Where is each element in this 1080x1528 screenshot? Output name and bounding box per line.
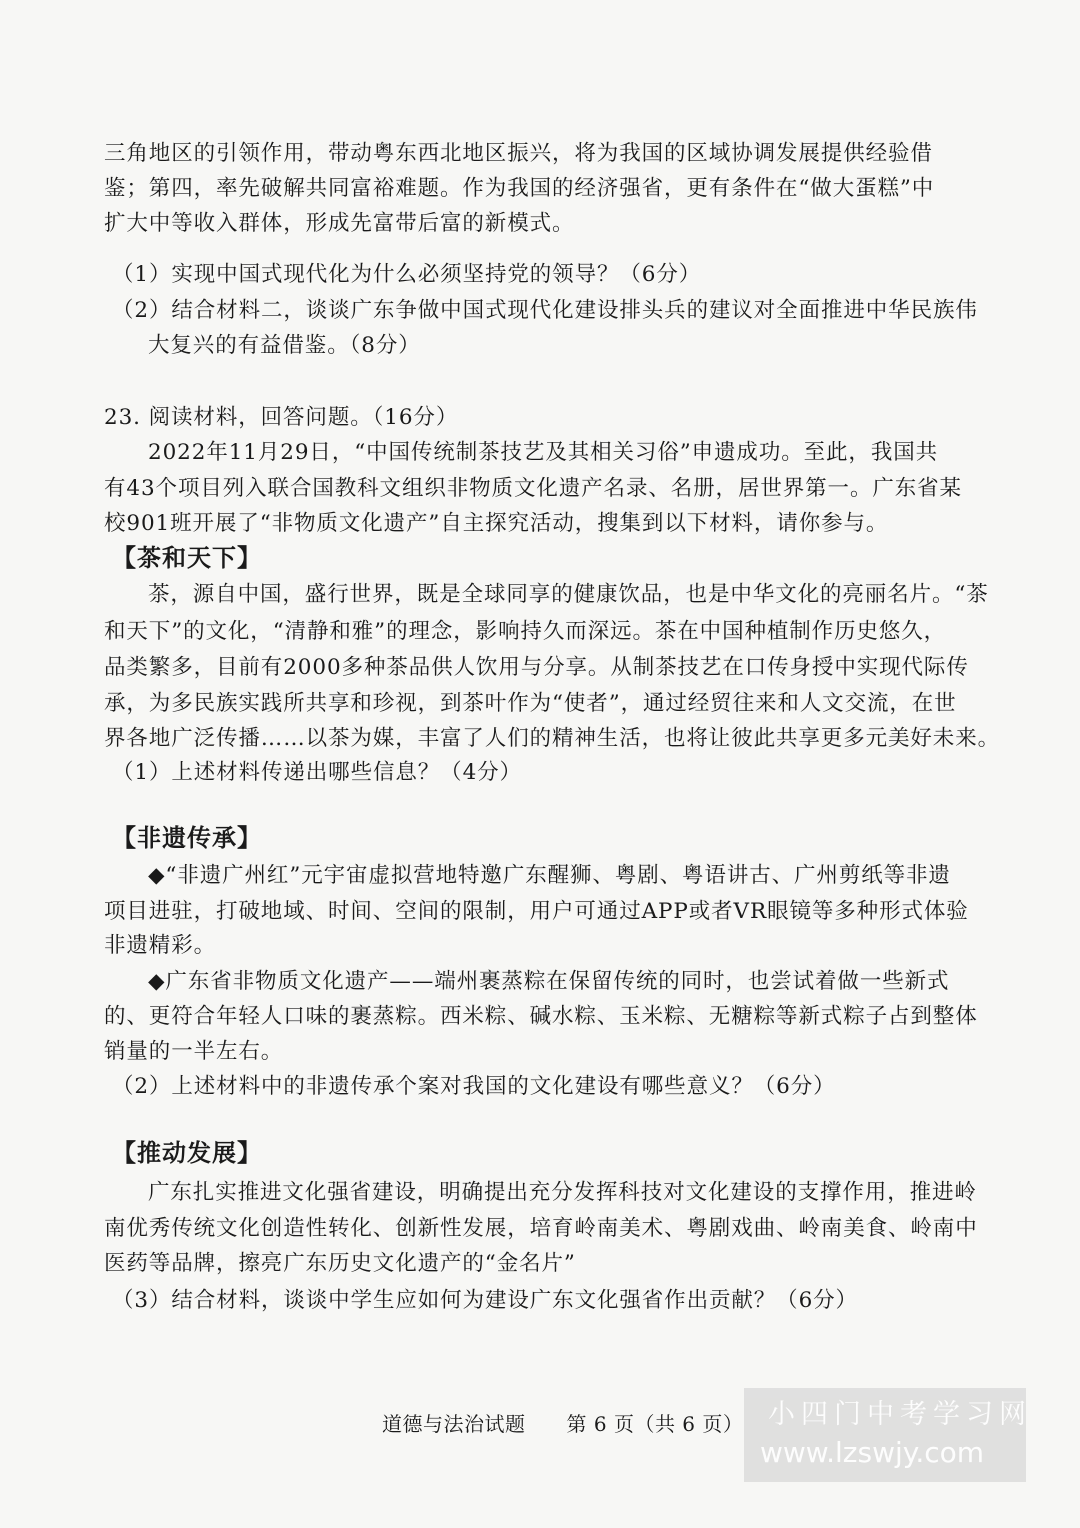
heritage-line-6: 销量的一半左右。 xyxy=(104,1039,284,1064)
intro-line-1: 三角地区的引领作用，带动粤东西北地区振兴，将为我国的区域协调发展提供经验借 xyxy=(104,141,933,166)
tea-line-4: 承，为多民族实践所共享和珍视，到茶叶作为“使者”，通过经贸往来和人文交流，在世 xyxy=(104,691,957,716)
watermark-site-name: 小四门中考学习网 xyxy=(768,1399,1032,1430)
intro-line-3: 扩大中等收入群体，形成先富带后富的新模式。 xyxy=(104,211,575,236)
watermark xyxy=(744,1388,1032,1482)
heritage-line-5: 的、更符合年轻人口味的裹蒸粽。西米粽、碱水粽、玉米粽、无糖粽等新式粽子占到整体 xyxy=(104,1004,978,1029)
q22-sub1: （1）实现中国式现代化为什么必须坚持党的领导？（6分） xyxy=(112,262,702,287)
section-heading-heritage: 【非遗传承】 xyxy=(112,824,262,852)
q23-title: 23. 阅读材料，回答问题。（16分） xyxy=(104,405,459,430)
tea-line-5: 界各地广泛传播……以茶为媒，丰富了人们的精神生活，也将让彼此共享更多元美好未来。 xyxy=(104,726,1001,751)
section-heading-tea: 【茶和天下】 xyxy=(112,544,262,572)
q22-sub2-line2: 大复兴的有益借鉴。（8分） xyxy=(148,333,421,358)
heritage-line-2: 项目进驻，打破地域、时间、空间的限制，用户可通过APP或者VR眼镜等多种形式体验 xyxy=(104,899,969,924)
q23-line-1: 2022年11月29日，“中国传统制茶技艺及其相关习俗”申遗成功。至此，我国共 xyxy=(148,440,939,465)
intro-line-2: 鉴；第四，率先破解共同富裕难题。作为我国的经济强省，更有条件在“做大蛋糕”中 xyxy=(104,176,935,201)
q22-sub2-line1: （2）结合材料二，谈谈广东争做中国式现代化建设排头兵的建议对全面推进中华民族伟 xyxy=(112,298,978,323)
development-line-2: 南优秀传统文化创造性转化、创新性发展，培育岭南美术、粤剧戏曲、岭南美食、岭南中 xyxy=(104,1216,978,1241)
watermark-url: www.lzswjy.com xyxy=(760,1436,985,1469)
q23-line-2: 有43个项目列入联合国教科文组织非物质文化遗产名录、名册，居世界第一。广东省某 xyxy=(104,476,962,501)
tea-line-3: 品类繁多，目前有2000多种茶品供人饮用与分享。从制茶技艺在口传身授中实现代际传 xyxy=(104,655,969,680)
development-line-1: 广东扎实推进文化强省建设，明确提出充分发挥科技对文化建设的支撑作用，推进岭 xyxy=(148,1180,977,1205)
tea-line-1: 茶，源自中国，盛行世界，既是全球同享的健康饮品，也是中华文化的亮丽名片。“茶 xyxy=(148,582,989,607)
heritage-line-1: ◆“非遗广州红”元宇宙虚拟营地特邀广东醒狮、粤剧、粤语讲古、广州剪纸等非遗 xyxy=(148,863,951,888)
heritage-line-3: 非遗精彩。 xyxy=(104,933,217,958)
q23-line-3: 校901班开展了“非物质文化遗产”自主探究活动，搜集到以下材料，请你参与。 xyxy=(104,511,889,536)
section-heading-development: 【推动发展】 xyxy=(112,1139,262,1167)
page-footer: 道德与法治试题 第 6 页（共 6 页） xyxy=(382,1412,744,1436)
development-question: （3）结合材料，谈谈中学生应如何为建设广东文化强省作出贡献？（6分） xyxy=(112,1288,858,1313)
tea-question: （1）上述材料传递出哪些信息？（4分） xyxy=(112,760,522,785)
heritage-question: （2）上述材料中的非遗传承个案对我国的文化建设有哪些意义？（6分） xyxy=(112,1074,836,1099)
tea-line-2: 和天下”的文化，“清静和雅”的理念，影响持久而深远。茶在中国种植制作历史悠久， xyxy=(104,619,947,644)
development-line-3: 医药等品牌，擦亮广东历史文化遗产的“金名片” xyxy=(104,1251,576,1276)
heritage-line-4: ◆广东省非物质文化遗产——端州裹蒸粽在保留传统的同时，也尝试着做一些新式 xyxy=(148,969,950,994)
